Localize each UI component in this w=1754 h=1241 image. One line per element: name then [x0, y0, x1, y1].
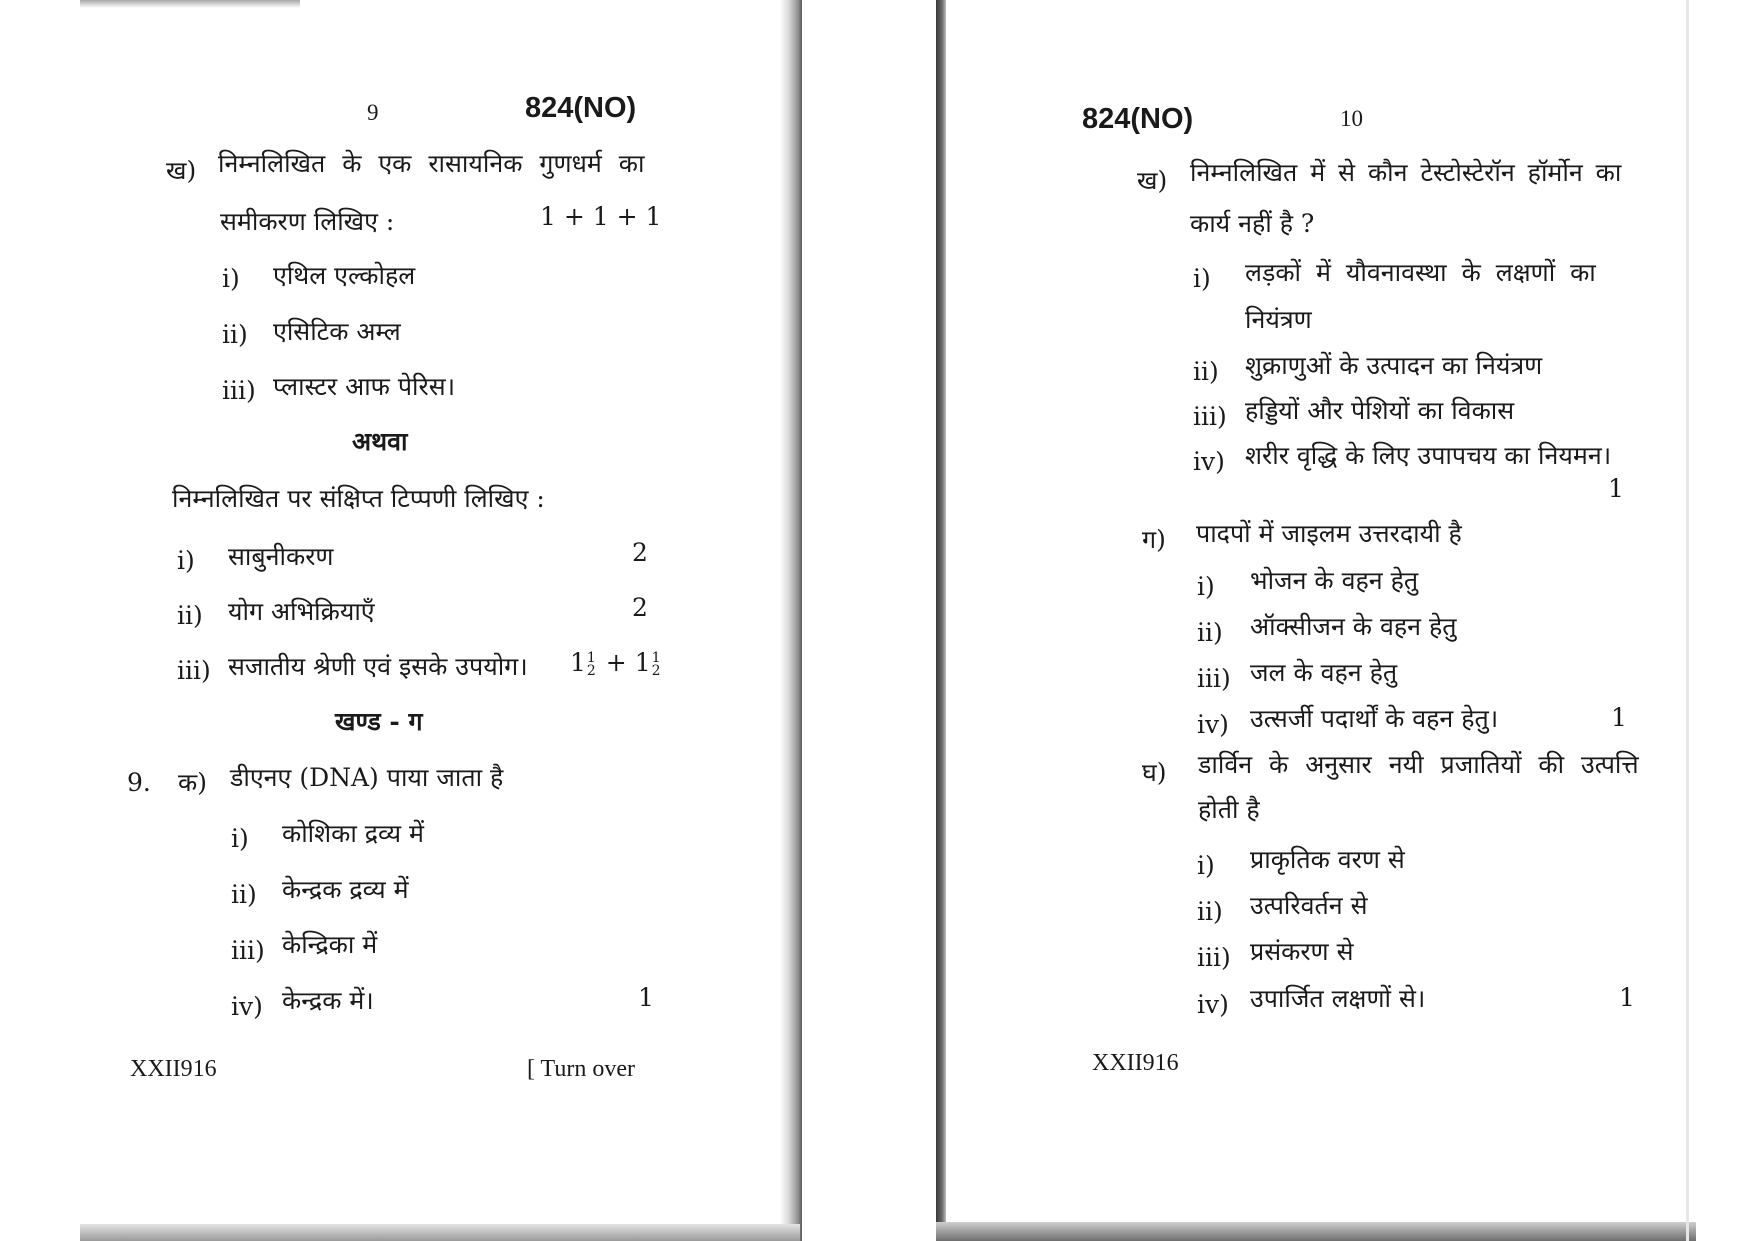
- footer-code: XXII916: [1092, 1050, 1179, 1076]
- marks: 1 + 1 + 1: [540, 202, 662, 231]
- question-label: ख): [166, 156, 197, 185]
- option-number: ii): [177, 601, 203, 630]
- option-text: केन्द्रक में।: [282, 986, 374, 1015]
- marks: 2: [632, 593, 648, 622]
- option-number: iii): [231, 936, 265, 965]
- option-number: i): [1193, 264, 1211, 293]
- page-number: 10: [1340, 106, 1363, 131]
- option-number: iii): [1193, 402, 1227, 431]
- option-number: iv): [231, 992, 263, 1021]
- option-number: i): [222, 264, 240, 293]
- option-number: i): [177, 546, 195, 575]
- marks: 1: [1619, 983, 1635, 1012]
- question-text: निम्नलिखित में से कौन टेस्टोस्टेरॉन हॉर्मोन का: [1190, 158, 1622, 187]
- turn-over-note: [ Turn over: [527, 1056, 636, 1082]
- option-text: कोशिका द्रव्य में: [282, 819, 424, 848]
- or-heading: अथवा: [352, 427, 408, 456]
- option-number: i): [231, 824, 249, 853]
- option-text: शुक्राणुओं के उत्पादन का नियंत्रण: [1245, 351, 1543, 380]
- option-text: एसिटिक अम्ल: [273, 317, 401, 346]
- option-number: ii): [1197, 897, 1223, 926]
- question-text: डीएनए (DNA) पाया जाता है: [230, 763, 504, 792]
- scan-shadow-top: [80, 0, 300, 8]
- book-gutter-shadow-left: [780, 0, 802, 1241]
- option-number: iv): [1193, 447, 1225, 476]
- option-text: प्लास्टर आफ पेरिस।: [273, 372, 456, 401]
- option-number: iv): [1197, 990, 1229, 1019]
- option-number: ii): [231, 880, 257, 909]
- option-number: ii): [1193, 357, 1219, 386]
- option-text: साबुनीकरण: [228, 542, 334, 571]
- page-edge-right: [1686, 0, 1689, 1241]
- section-heading: खण्ड - ग: [335, 707, 423, 736]
- question-number: 9.: [127, 768, 151, 797]
- option-text: जल के वहन हेतु: [1250, 658, 1398, 687]
- marks: 1: [638, 983, 654, 1012]
- option-number: i): [1197, 851, 1215, 880]
- book-gutter: [802, 0, 936, 1241]
- option-text: प्रसंकरण से: [1250, 937, 1354, 966]
- option-text: भोजन के वहन हेतु: [1250, 566, 1419, 595]
- marks: 1: [1611, 703, 1627, 732]
- question-text: डार्विन के अनुसार नयी प्रजातियों की उत्पत्ति: [1198, 750, 1639, 779]
- option-text: योग अभिक्रियाएँ: [228, 597, 375, 626]
- paper-code: 824(NO): [525, 92, 637, 124]
- option-text: उत्सर्जी पदार्थों के वहन हेतु।: [1250, 704, 1499, 733]
- option-number: iii): [1197, 943, 1231, 972]
- option-text: शरीर वृद्धि के लिए उपापचय का नियमन।: [1245, 441, 1612, 470]
- scan-shadow-bottom-right: [936, 1222, 1696, 1241]
- option-text: सजातीय श्रेणी एवं इसके उपयोग।: [228, 652, 528, 681]
- option-number: i): [1197, 572, 1215, 601]
- footer-code: XXII916: [130, 1056, 217, 1082]
- paper-code: 824(NO): [1082, 103, 1194, 135]
- marks-fraction: 1 1 2 + 1 1 2: [570, 648, 661, 679]
- question-text: निम्नलिखित के एक रासायनिक गुणधर्म का: [218, 149, 645, 178]
- option-number: ii): [222, 320, 248, 349]
- question-label: ग): [1142, 525, 1166, 554]
- question-text: समीकरण लिखिए :: [220, 207, 395, 236]
- question-label: ख): [1137, 166, 1168, 195]
- option-number: iii): [177, 656, 211, 685]
- option-number: iii): [1197, 664, 1231, 693]
- question-text: कार्य नहीं है ?: [1190, 209, 1315, 238]
- option-number: ii): [1197, 618, 1223, 647]
- option-text: नियंत्रण: [1245, 305, 1312, 334]
- question-text: होती है: [1198, 795, 1260, 824]
- marks: 2: [632, 538, 648, 567]
- option-text: उत्परिवर्तन से: [1250, 891, 1368, 920]
- option-text: हड्डियों और पेशियों का विकास: [1245, 396, 1515, 425]
- question-label: घ): [1142, 758, 1167, 787]
- question-text: निम्नलिखित पर संक्षिप्त टिप्पणी लिखिए :: [172, 484, 545, 513]
- option-number: iii): [222, 376, 256, 405]
- option-text: एथिल एल्कोहल: [273, 261, 416, 290]
- option-text: केन्द्रक द्रव्य में: [282, 875, 409, 904]
- question-text: पादपों में जाइलम उत्तरदायी है: [1196, 519, 1462, 548]
- book-gutter-shadow-right: [936, 0, 946, 1241]
- option-text: प्राकृतिक वरण से: [1250, 845, 1405, 874]
- option-text: ऑक्सीजन के वहन हेतु: [1250, 612, 1457, 641]
- scan-shadow-bottom-left: [80, 1224, 800, 1241]
- option-text: उपार्जित लक्षणों से।: [1250, 984, 1426, 1013]
- page-number: 9: [367, 100, 379, 125]
- option-number: iv): [1197, 710, 1229, 739]
- marks: 1: [1608, 474, 1624, 503]
- option-text: लड़कों में यौवनावस्था के लक्षणों का: [1245, 258, 1596, 287]
- question-label: क): [178, 768, 207, 797]
- option-text: केन्द्रिका में: [282, 930, 378, 959]
